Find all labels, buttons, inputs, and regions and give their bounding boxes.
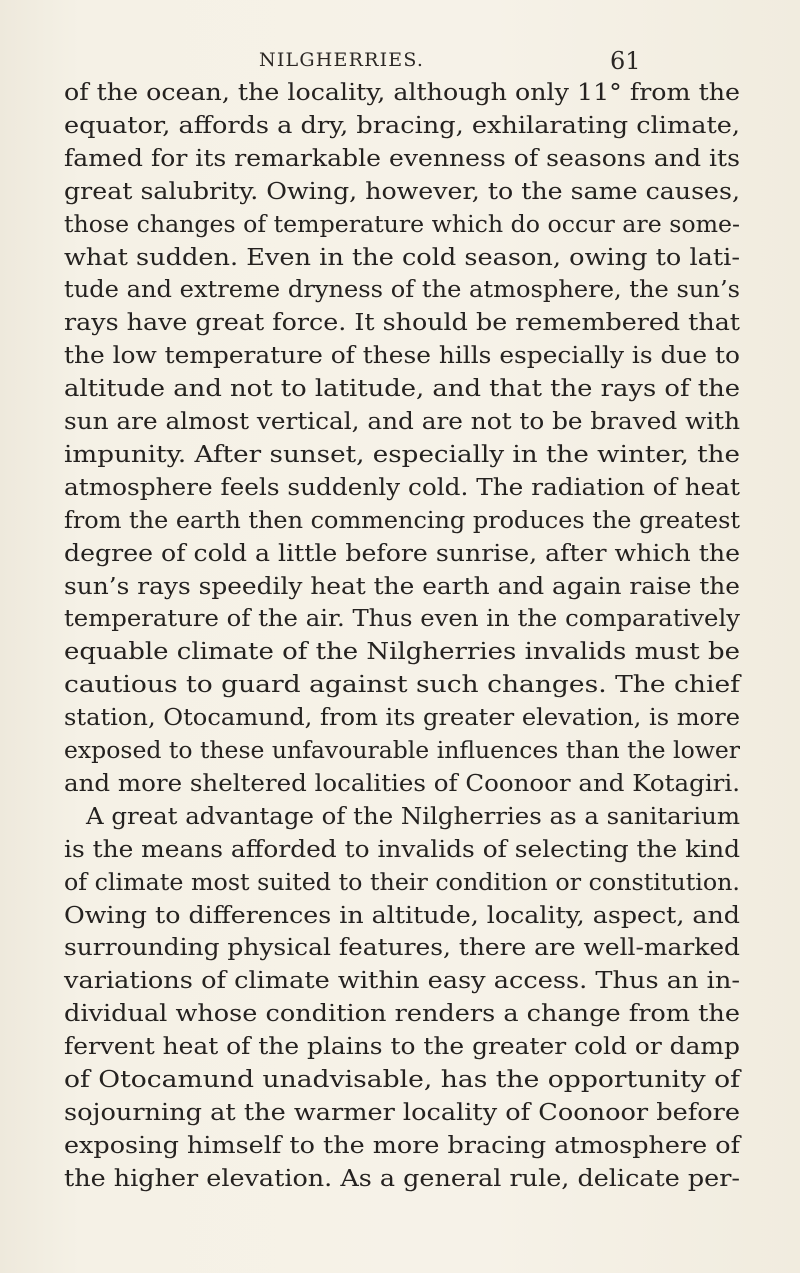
text-line [0,668,800,700]
text-line [0,273,800,305]
text-line [0,1030,800,1062]
text-line-content: is the means afforded to invalids of selecting the kind [64,834,740,863]
text-line [0,602,800,634]
text-line [0,438,800,470]
text-line-content: A great advantage of the Nilgherries as a sanitarium [86,801,740,830]
text-line-content: sun’s rays speedily heat the earth and again raise the [64,571,740,600]
text-line [0,306,800,338]
text-line-content: famed for its remarkable evenness of seasons and its [64,143,740,172]
text-line-content: cautious to guard against such changes. The chief [64,670,740,699]
text-line [0,142,800,174]
text-line [0,537,800,569]
text-line-content: dividual whose condition renders a change from the [64,999,740,1028]
text-line [0,899,800,931]
text-line [0,866,800,898]
text-line [0,1096,800,1128]
text-line [0,339,800,371]
text-line [0,1162,800,1194]
text-line [0,1063,800,1095]
text-line-content: equator, affords a dry, bracing, exhilarating climate, [64,110,740,139]
text-line [0,208,800,240]
text-line-content: station, Otocamund, from its greater elevation, is more [64,703,741,732]
text-line [0,931,800,963]
text-line [0,701,800,733]
text-line [0,405,800,437]
text-line-content: Owing to differences in altitude, locality, aspect, and [64,900,740,929]
text-line-content: equable climate of the Nilgherries invalids must be [64,637,740,666]
text-line-content: surrounding physical features, there are well-marked [64,933,741,962]
text-line-content: variations of climate within easy access. Thus an in- [64,966,740,995]
text-line-content: sun are almost vertical, and are not to be braved with [64,407,740,435]
text-line-content: and more sheltered localities of Coonoor and Kotagiri. [64,768,740,797]
text-line [0,635,800,667]
text-line [0,734,800,766]
running-head [0,47,800,77]
text-line [0,471,800,503]
text-line [0,109,800,141]
text-line [0,175,800,207]
text-line-content: fervent heat of the plains to the greater cold or damp [64,1032,740,1061]
text-line-content: of the ocean, the locality, although only 11° from the [64,78,740,106]
text-line-content: the higher elevation. As a general rule, delicate per- [64,1163,740,1192]
text-line-content: sojourning at the warmer locality of Coonoor before [64,1097,740,1126]
text-line [0,241,800,273]
text-line-content: rays have great force. It should be remembered that [64,308,740,337]
text-line [0,1129,800,1161]
page-number: 61 [610,47,641,75]
text-line [0,997,800,1029]
text-line [0,964,800,996]
text-line-content: exposing himself to the more bracing atmosphere of [64,1130,740,1159]
text-line [0,570,800,602]
text-line-content: the low temperature of these hills especially is due to [64,341,740,370]
text-line [0,833,800,865]
text-line [0,76,800,108]
text-line-content: those changes of temperature which do occur are some- [64,209,740,238]
text-line [0,504,800,536]
text-line-content: of climate most suited to their condition or constitution. [64,867,740,896]
text-line-content: impunity. After sunset, especially in the winter, the [64,439,740,468]
text-line-content: tude and extreme dryness of the atmosphere, the sun’s [64,275,740,304]
text-line-content: what sudden. Even in the cold season, owing to lati- [64,242,740,271]
text-line [0,800,800,832]
text-line-content: exposed to these unfavourable influences than the lower [64,736,740,764]
text-line-content: atmosphere feels suddenly cold. The radiation of heat [64,472,740,501]
text-line [0,372,800,404]
running-head-title: NILGHERRIES. [259,49,425,71]
text-line-content: temperature of the air. Thus even in the comparatively [64,604,740,633]
text-line-content: degree of cold a little before sunrise, after which the [64,538,740,567]
text-line-content: great salubrity. Owing, however, to the same causes, [64,176,740,205]
text-line-content: of Otocamund unadvisable, has the opportunity of [64,1065,740,1093]
text-line-content: altitude and not to latitude, and that the rays of the [64,374,740,403]
text-line-content: from the earth then commencing produces the greatest [64,505,740,534]
text-line [0,767,800,799]
